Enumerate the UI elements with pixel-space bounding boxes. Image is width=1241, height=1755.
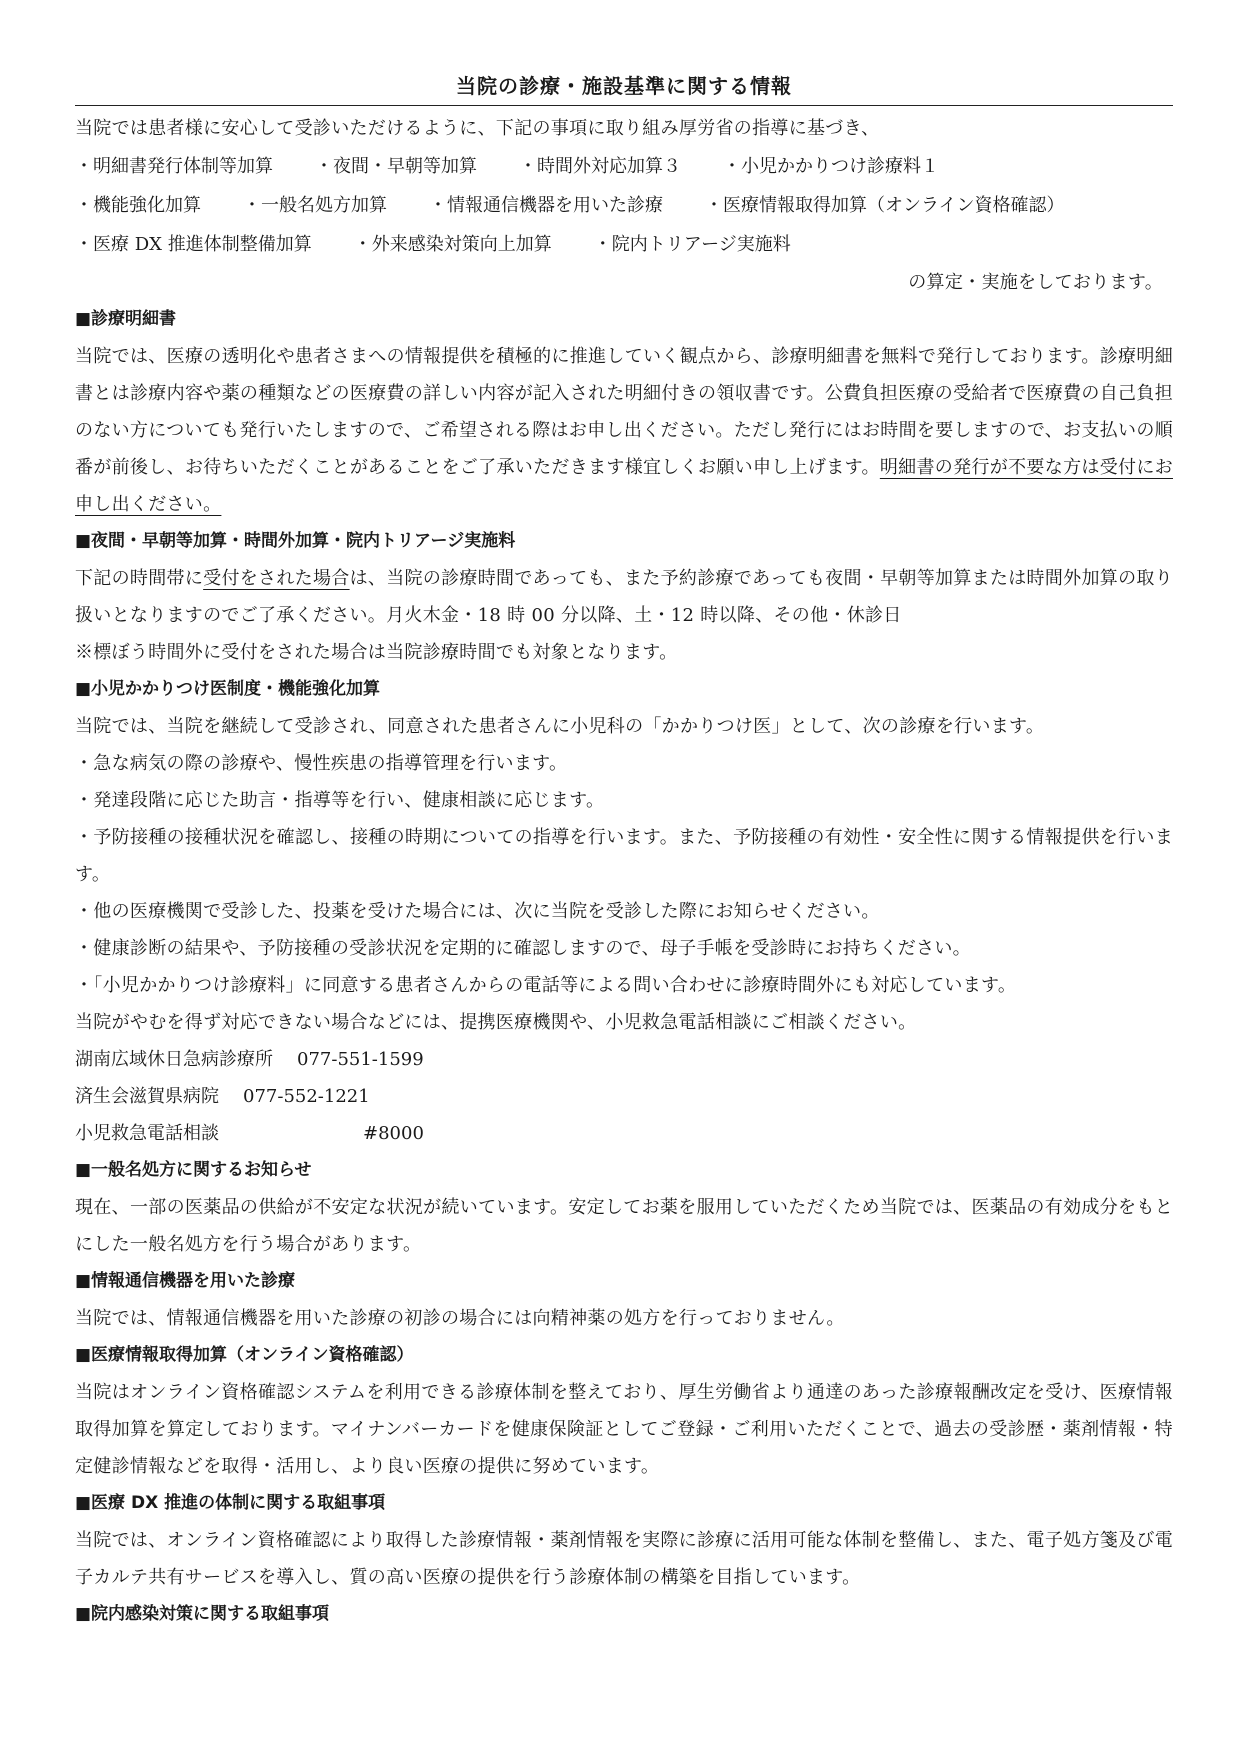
intro-end: の算定・実施をしております。 <box>908 272 1163 293</box>
page-title: 当院の診療・施設基準に関する情報 <box>75 70 1173 106</box>
list-item: ・夜間・早朝等加算 <box>315 156 477 177</box>
section-heading-telemedicine: ■情報通信機器を用いた診療 <box>75 1271 296 1291</box>
section-heading-generic-prescription: ■一般名処方に関するお知らせ <box>75 1160 312 1180</box>
section-heading-infection-control: ■院内感染対策に関する取組事項 <box>75 1604 330 1624</box>
contact-number: 077-551-1599 <box>297 1049 424 1070</box>
online-verification-text: 当院はオンライン資格確認システムを利用できる診療体制を整えており、厚生労働省より通達のあった診療報酬改定を受け、医療情報取得加算を算定しております。マイナンバーカードを健康保険証としてご登録・ご利用いただくことで、過去の受診歴・薬剤情報・特定健診情報などを取得・活用し、より良い医療の提供に努めています。 <box>75 1382 1173 1477</box>
contact-row <box>75 1041 1173 1078</box>
list-item: ・一般名処方加算 <box>243 195 387 216</box>
bullet-item: ・急な病気の際の診療や、慢性疾患の指導管理を行います。 <box>75 753 568 774</box>
bullet-item: ・発達段階に応じた助言・指導等を行い、健康相談に応じます。 <box>75 790 605 811</box>
after-hours-note: ※標ぼう時間外に受付をされた場合は当院診療時間でも対象となります。 <box>75 642 678 663</box>
contact-name: 小児救急電話相談 <box>75 1123 219 1144</box>
section-heading-after-hours: ■夜間・早朝等加算・時間外加算・院内トリアージ実施料 <box>75 531 516 551</box>
items-row-1 <box>75 147 1173 186</box>
bullet-item: ・予防接種の接種状況を確認し、接種の時期についての指導を行います。また、予防接種の有効性・安全性に関する情報提供を行います。 <box>75 827 1173 885</box>
list-item: ・明細書発行体制等加算 <box>75 156 273 177</box>
underlined-phrase: 受付をされた場合 <box>203 568 350 589</box>
bullet-item: ・他の医療機関で受診した、投薬を受けた場合には、次に当院を受診した際にお知らせください。 <box>75 901 880 922</box>
pediatric-fallback: 当院がやむを得ず対応できない場合などには、提携医療機関や、小児救急電話相談にご相談ください。 <box>75 1012 917 1033</box>
list-item: ・医療情報取得加算（オンライン資格確認） <box>705 195 1065 216</box>
list-item: ・機能強化加算 <box>75 195 201 216</box>
list-item: ・医療 DX 推進体制整備加算 <box>75 234 312 255</box>
section-heading-online-verification: ■医療情報取得加算（オンライン資格確認） <box>75 1345 414 1365</box>
list-item: ・情報通信機器を用いた診療 <box>429 195 663 216</box>
list-item: ・時間外対応加算３ <box>519 156 681 177</box>
section-heading-pediatric: ■小児かかりつけ医制度・機能強化加算 <box>75 679 381 699</box>
bullet-item: ・「小児かかりつけ診療料」に同意する患者さんからの電話等による問い合わせに診療時間外にも対応しています。 <box>75 975 1017 996</box>
medical-dx-text: 当院では、オンライン資格確認により取得した診療情報・薬剤情報を実際に診療に活用可能な体制を整備し、また、電子処方箋及び電子カルテ共有サービスを導入し、質の高い医療の提供を行う診療体制の構築を目指しています。 <box>75 1530 1173 1588</box>
contact-row <box>75 1115 1173 1152</box>
section-heading-statement: ■診療明細書 <box>75 309 177 329</box>
contact-name: 済生会滋賀県病院 <box>75 1086 219 1107</box>
intro-text: 当院では患者様に安心して受診いただけるように、下記の事項に取り組み厚労省の指導に基づき、 <box>75 118 880 139</box>
generic-prescription-text: 現在、一部の医薬品の供給が不安定な状況が続いています。安定してお薬を服用していただくため当院では、医薬品の有効成分をもとにした一般名処方を行う場合があります。 <box>75 1197 1173 1255</box>
underlined-note: 明細書の発行が不要な方は受付にお申し出ください。 <box>75 457 1173 515</box>
contact-number: 077-552-1221 <box>243 1086 370 1107</box>
list-item: ・小児かかりつけ診療料１ <box>723 156 939 177</box>
items-row-2 <box>75 186 1173 225</box>
list-item: ・外来感染対策向上加算 <box>353 234 552 255</box>
items-row-3 <box>75 225 1173 264</box>
pediatric-lead: 当院では、当院を継続して受診され、同意された患者さんに小児科の「かかりつけ医」として、次の診療を行います。 <box>75 716 1045 737</box>
list-item: ・院内トリアージ実施料 <box>593 234 791 255</box>
statement-text: 当院では、医療の透明化や患者さまへの情報提供を積極的に推進していく観点から、診療明細書を無料で発行しております。診療明細書とは診療内容や薬の種類などの医療費の詳しい内容が記入された明細付きの領収書です。公費負担医療の受給者で医療費の自己負担のない方についても発行いたしますので、ご希望される際はお申し出ください。ただし発行にはお時間を要しますので、お支払いの順番が前後し、お待ちいただくことがあることをご了承いただきます様宜しくお願い申し上げます。明細書の発行が不要な方は受付にお申し出ください。 <box>75 346 1173 515</box>
contact-name: 湖南広域休日急病診療所 <box>75 1049 273 1070</box>
bullet-item: ・健康診断の結果や、予防接種の受診状況を定期的に確認しますので、母子手帳を受診時にお持ちください。 <box>75 938 971 959</box>
contact-number: #8000 <box>363 1123 424 1144</box>
contact-row <box>75 1078 1173 1115</box>
telemedicine-text: 当院では、情報通信機器を用いた診療の初診の場合には向精神薬の処方を行っておりません。 <box>75 1308 845 1329</box>
section-heading-medical-dx: ■医療 DX 推進の体制に関する取組事項 <box>75 1493 386 1513</box>
document-page <box>75 70 1173 1633</box>
after-hours-text: 下記の時間帯に受付をされた場合は、当院の診療時間であっても、また予約診療であっても夜間・早朝等加算または時間外加算の取り扱いとなりますのでご了承ください。月火木金・18 時 00 分以降、土・12 時以降、その他・休診日 <box>75 568 1173 626</box>
